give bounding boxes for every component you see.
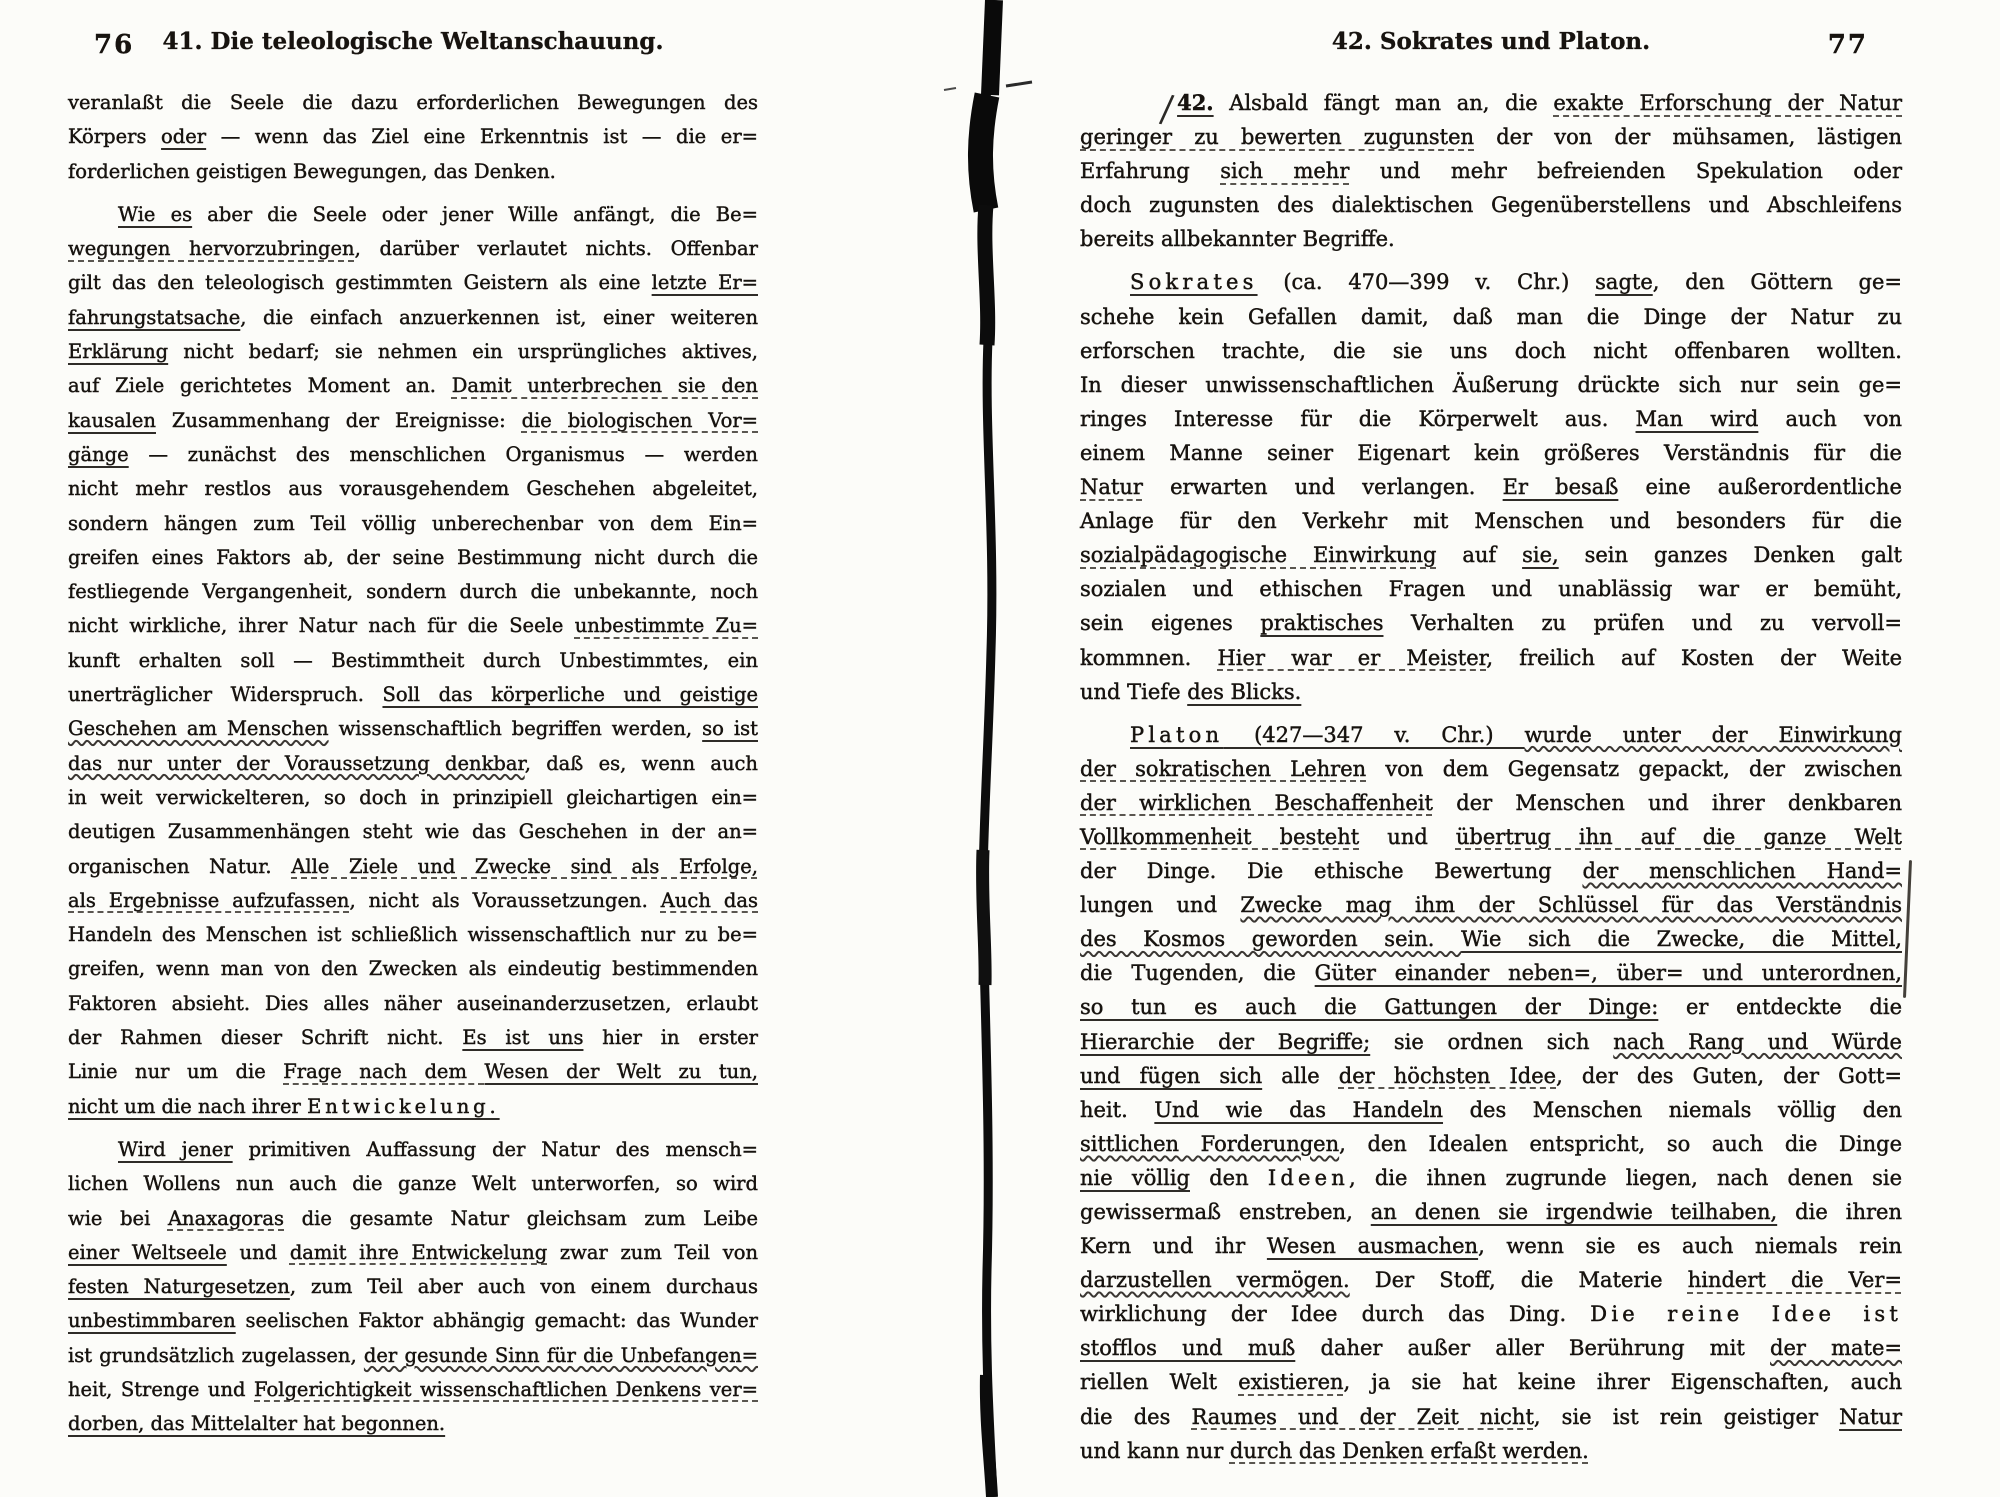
text-segment: von dem Gegensatz gepackt, der zwischen: [1366, 756, 1902, 781]
text-line: [68, 404, 758, 438]
text-segment: stofflos und muß: [1080, 1336, 1296, 1361]
text-line: [1080, 1093, 1902, 1127]
text-segment: erforschen trachte, die sie uns doch nicht offenbaren wollten.: [1080, 338, 1902, 363]
text-segment: , darüber verlautet nichts. Offenbar: [354, 237, 758, 261]
text-segment: der von der mühsamen, lästigen: [1474, 125, 1902, 150]
text-line: [1080, 188, 1902, 222]
text-segment: , den Göttern ge=: [1652, 270, 1902, 295]
text-segment: wissenschaftlich begriffen werden,: [328, 717, 703, 741]
paragraph: [1080, 86, 1902, 256]
text-segment: nicht bedarf; sie nehmen ein ursprüngliches aktives,: [168, 340, 758, 364]
text-segment: Soll das körperliche und geistige: [382, 683, 758, 707]
text-segment: zwar zum Teil von: [547, 1240, 759, 1264]
text-segment: ist grundsätzlich zugelassen,: [68, 1343, 364, 1367]
text-segment: Er besaß: [1502, 475, 1619, 500]
text-segment: Linie nur um die: [68, 1060, 284, 1084]
text-line: [1080, 538, 1902, 572]
text-segment: aber die Seele oder jener Wille anfängt, die Be=: [192, 202, 758, 226]
text-segment: lichen Wollens nun auch die ganze Welt unterworfen, so wird: [68, 1172, 758, 1196]
text-segment: , die ihnen zugrunde liegen, nach denen sie: [1348, 1165, 1903, 1190]
text-segment: , freilich auf Kosten der Weite: [1486, 645, 1902, 670]
text-line: [1080, 641, 1902, 675]
text-segment: er entdeckte die: [1658, 995, 1903, 1020]
text-segment: des Kosmos geworden sein.: [1080, 927, 1462, 952]
text-line: [68, 1270, 758, 1304]
text-line: [68, 301, 758, 335]
text-segment: unerträglicher Widerspruch.: [68, 683, 383, 707]
text-line: [68, 609, 758, 643]
text-segment: der sokratischen Lehren: [1080, 756, 1367, 781]
text-segment: Raumes und der Zeit nicht: [1191, 1404, 1534, 1429]
text-segment: In dieser unwissenschaftlichen Äußerung drückte sich nur sein ge=: [1080, 372, 1902, 397]
text-segment: gewissermaß enstreben,: [1080, 1200, 1371, 1224]
text-segment: primitiven Auffassung der Natur des mensch=: [232, 1137, 758, 1161]
text-segment: einer Weltseele: [68, 1240, 227, 1264]
text-segment: geringer zu bewerten zugunsten: [1080, 125, 1475, 150]
text-segment: so tun es auch die Gattungen der Dinge:: [1080, 995, 1659, 1020]
text-segment: Es ist uns: [462, 1026, 584, 1050]
text-line: [1080, 820, 1902, 854]
text-segment: — zunächst des menschlichen Organismus — werden: [128, 442, 758, 466]
text-segment: der Rahmen dieser Schrift nicht.: [68, 1026, 463, 1050]
text-segment: wegungen hervorzubringen: [68, 237, 355, 261]
text-segment: Wesen der Welt zu tun,: [484, 1060, 758, 1084]
text-segment: , den Idealen entspricht, so auch die Dinge: [1339, 1131, 1902, 1156]
text-segment: , wenn sie es auch niemals rein: [1478, 1234, 1902, 1259]
text-segment: Zwecke mag ihm der Schlüssel für das Verständnis: [1240, 893, 1902, 918]
text-line: [1080, 606, 1902, 640]
text-line: [68, 1133, 758, 1167]
text-line: [68, 1202, 758, 1236]
text-segment: , daß es, wenn auch: [524, 751, 758, 775]
text-line: [68, 86, 758, 120]
text-segment: der wirklichen Beschaffenheit: [1080, 790, 1433, 815]
text-segment: sondern hängen zum Teil völlig unberechenbar von dem Ein=: [68, 511, 758, 535]
text-segment: des Blicks.: [1187, 679, 1302, 704]
text-line: [68, 644, 758, 678]
text-segment: Körpers: [68, 125, 162, 149]
paragraph: [68, 86, 758, 189]
text-segment: sittlichen Forderungen: [1080, 1131, 1340, 1156]
text-line: [1080, 718, 1902, 752]
text-segment: kausalen: [68, 408, 156, 432]
text-segment: Sokrates: [1130, 270, 1258, 295]
text-segment: der gesunde Sinn für die Unbefangen=: [363, 1343, 758, 1367]
text-line: [68, 815, 758, 849]
text-segment: nicht um die nach ihrer: [68, 1094, 308, 1118]
text-segment: greifen eines Faktors ab, der seine Bestimmung nicht durch die: [68, 545, 758, 569]
text-segment: 42.: [1177, 90, 1214, 115]
text-segment: sein eigenes: [1080, 611, 1261, 636]
text-segment: einem Manne seiner Eigenart kein größeres Verständnis für die: [1080, 440, 1902, 465]
right-page-text: [1080, 86, 1902, 1468]
text-segment: unbestimmte Zu=: [574, 614, 759, 638]
text-segment: Platon: [1130, 722, 1224, 747]
text-segment: Verhalten zu prüfen und zu vervoll=: [1383, 611, 1902, 636]
text-segment: nach Rang und Würde: [1613, 1029, 1902, 1054]
text-segment: der mate=: [1770, 1336, 1903, 1361]
text-segment: Die reine Idee ist: [1590, 1302, 1902, 1327]
text-segment: riellen Welt: [1080, 1370, 1239, 1395]
text-segment: festliegende Vergangenheit, sondern durch die unbekannte, noch: [68, 580, 758, 604]
text-segment: hier in erster: [583, 1026, 758, 1050]
text-line: [68, 1090, 758, 1124]
text-line: [1080, 334, 1902, 368]
text-segment: (ca. 470—399 v. Chr.): [1257, 270, 1596, 295]
text-segment: gänge: [68, 442, 129, 466]
text-line: [1080, 470, 1902, 504]
text-line: [1080, 1161, 1902, 1195]
text-segment: das nur unter der Voraussetzung denkbar: [68, 751, 525, 775]
text-line: [68, 335, 758, 369]
paragraph: [68, 1133, 758, 1442]
text-segment: Frage nach dem: [283, 1060, 485, 1084]
text-line: [1080, 154, 1902, 188]
text-line: [68, 507, 758, 541]
text-segment: Zusammenhang der Ereignisse:: [155, 408, 522, 432]
text-segment: , sie ist rein geistiger: [1533, 1404, 1840, 1429]
text-segment: fahrungstatsache: [68, 305, 241, 329]
text-segment: praktisches: [1260, 611, 1384, 636]
text-line: [1080, 956, 1902, 990]
text-segment: dorben, das Mittelalter hat begonnen.: [68, 1412, 446, 1436]
text-segment: seelischen Faktor abhängig gemacht: das Wunder: [235, 1309, 758, 1333]
left-page: [68, 28, 758, 1442]
text-segment: der Dinge. Die ethische Bewertung: [1080, 859, 1583, 884]
text-segment: Wie sich die Zwecke, die Mittel,: [1461, 927, 1902, 952]
text-segment: bereits allbekannter Begriffe.: [1080, 227, 1395, 252]
text-segment: nicht wirkliche, ihrer Natur nach für die Seele: [68, 614, 575, 638]
text-segment: lungen und: [1080, 893, 1241, 918]
text-segment: daher außer aller Berührung mit: [1295, 1336, 1770, 1361]
text-segment: wurde unter der Einwirkung: [1524, 722, 1902, 747]
text-segment: Auch das: [660, 888, 759, 912]
text-line: [1080, 1127, 1902, 1161]
text-line: [1080, 786, 1902, 820]
text-line: [68, 120, 758, 154]
left-page-header: [68, 28, 758, 86]
text-segment: Erfahrung: [1080, 159, 1221, 184]
text-segment: Entwickelung.: [307, 1094, 500, 1118]
text-line: [1080, 854, 1902, 888]
text-segment: so ist: [702, 717, 758, 741]
text-segment: der höchsten Idee: [1338, 1063, 1557, 1088]
text-line: [68, 266, 758, 300]
text-line: [68, 678, 758, 712]
right-page-header: [1080, 28, 1902, 86]
text-line: [68, 369, 758, 403]
text-segment: Handeln des Menschen ist schließlich wissenschaftlich nur zu be=: [68, 923, 758, 947]
text-segment: sozialpädagogische Einwirkung: [1080, 543, 1437, 568]
text-line: [1080, 990, 1902, 1024]
text-segment: Hierarchie der Begriffe;: [1080, 1029, 1371, 1054]
text-segment: Hier war er Meister: [1217, 645, 1487, 670]
text-segment: forderlichen geistigen Bewegungen, das Denken.: [68, 159, 556, 183]
text-line: [1080, 1229, 1902, 1263]
text-line: [1080, 1059, 1902, 1093]
running-head: 41. Die teleologische Weltanschauung.: [162, 28, 664, 55]
text-line: [68, 438, 758, 472]
text-line: [68, 1236, 758, 1270]
text-line: [68, 1055, 758, 1089]
text-line: [1080, 1365, 1902, 1399]
text-segment: Anlage für den Verkehr mit Menschen und besonders für die: [1080, 509, 1902, 534]
text-segment: Anaxagoras: [167, 1206, 285, 1230]
text-segment: heit.: [1080, 1097, 1155, 1122]
text-line: [1080, 1400, 1902, 1434]
text-line: [1080, 402, 1902, 436]
text-segment: an denen sie irgendwie teilhaben,: [1370, 1200, 1778, 1224]
text-line: [68, 952, 758, 986]
text-segment: , ja sie hat keine ihrer Eigenschaften, auch: [1343, 1370, 1903, 1395]
text-line: [1080, 222, 1902, 256]
text-line: [1080, 888, 1902, 922]
text-line: [1080, 1331, 1902, 1365]
text-line: [68, 1167, 758, 1201]
text-segment: heit, Strenge und: [68, 1377, 254, 1401]
text-segment: die des: [1080, 1404, 1192, 1429]
text-line: [1080, 922, 1902, 956]
left-page-text: [68, 86, 758, 1442]
text-segment: und mehr befreienden Spekulation oder: [1349, 159, 1902, 184]
page-number: 77: [1827, 30, 1868, 60]
paragraph: [1080, 718, 1902, 1468]
text-segment: Wird jener: [118, 1137, 233, 1161]
text-segment: ringes Interesse für die Körperwelt aus.: [1080, 406, 1636, 431]
text-line: [68, 541, 758, 575]
text-line: [68, 918, 758, 952]
text-segment: den: [1190, 1165, 1268, 1190]
text-segment: , der des Guten, der Gott=: [1556, 1063, 1902, 1088]
text-segment: durch das Denken erfaßt werden.: [1229, 1438, 1589, 1463]
text-line: [68, 987, 758, 1021]
text-segment: Kern und ihr: [1080, 1234, 1267, 1259]
text-line: [68, 1304, 758, 1338]
text-line: [1080, 265, 1902, 299]
text-line: [68, 232, 758, 266]
text-segment: übertrug ihn auf die ganze Welt: [1455, 824, 1902, 849]
text-segment: in weit verwickelteren, so doch in prinzipiell gleichartigen ein=: [68, 785, 758, 809]
text-segment: sie ordnen sich: [1370, 1029, 1614, 1054]
text-line: [68, 712, 758, 746]
text-line: [68, 198, 758, 232]
text-line: [68, 575, 758, 609]
margin-pencil-line: [1903, 860, 1912, 998]
text-segment: nicht mehr restlos aus vorausgehendem Geschehen abgeleitet,: [68, 477, 758, 501]
text-segment: schehe kein Gefallen damit, daß man die Dinge der Natur zu: [1080, 304, 1902, 329]
text-segment: hindert die Ver=: [1687, 1268, 1902, 1293]
text-segment: Güter einander neben=, über= und unterordnen,: [1314, 961, 1902, 986]
text-segment: Ideen: [1267, 1165, 1349, 1190]
text-segment: und Tiefe: [1080, 679, 1188, 704]
text-segment: eine außerordentliche: [1618, 475, 1902, 500]
text-line: [68, 1339, 758, 1373]
text-segment: Der Stoff, die Materie: [1349, 1268, 1688, 1293]
text-line: [1080, 1434, 1902, 1468]
text-segment: sein ganzes Denken galt: [1558, 543, 1902, 568]
text-segment: unbestimmbaren: [68, 1309, 236, 1333]
text-segment: Alle Ziele und Zwecke sind als Erfolge,: [291, 854, 758, 878]
text-segment: alle: [1262, 1063, 1339, 1088]
text-segment: Wesen ausmachen: [1266, 1234, 1479, 1259]
text-segment: die biologischen Vor=: [521, 408, 759, 432]
text-segment: Man wird: [1635, 406, 1759, 431]
text-segment: existieren: [1238, 1370, 1344, 1395]
text-segment: greifen, wenn man von den Zwecken als eindeutig bestimmenden: [68, 957, 758, 981]
text-segment: exakte Erforschung der Natur: [1553, 91, 1903, 115]
text-segment: Vollkommenheit besteht: [1080, 824, 1360, 849]
text-segment: kunft erhalten soll — Bestimmtheit durch Unbestimmtes, ein: [68, 648, 758, 672]
text-line: [1080, 1025, 1902, 1059]
text-line: [1080, 675, 1902, 709]
text-segment: letzte Er=: [651, 271, 758, 295]
text-segment: die ihren: [1777, 1200, 1902, 1224]
text-segment: damit ihre Entwickelung: [289, 1240, 548, 1264]
running-head: 42. Sokrates und Platon.: [1331, 28, 1651, 55]
text-line: [68, 1407, 758, 1441]
text-line: [68, 884, 758, 918]
text-segment: sagte: [1595, 270, 1653, 295]
text-segment: und: [226, 1240, 290, 1264]
text-segment: und fügen sich: [1080, 1063, 1263, 1088]
text-segment: Faktoren absieht. Dies alles näher auseinanderzusetzen, erlaubt: [68, 991, 758, 1015]
text-line: [68, 747, 758, 781]
text-line: [68, 850, 758, 884]
text-segment: , zum Teil aber auch von einem durchaus: [289, 1275, 758, 1299]
text-line: [68, 472, 758, 506]
text-segment: der menschlichen Hand=: [1582, 859, 1902, 884]
text-segment: Und wie das Handeln: [1154, 1097, 1444, 1122]
paragraph: [1080, 265, 1902, 708]
text-segment: oder: [161, 125, 207, 149]
text-segment: erwarten und verlangen.: [1142, 475, 1503, 500]
pencil-tick-mark: /: [1158, 88, 1176, 130]
text-segment: Natur: [1839, 1404, 1902, 1429]
text-segment: festen Naturgesetzen: [68, 1275, 290, 1299]
text-line: [68, 1021, 758, 1055]
text-segment: gilt das den teleologisch gestimmten Geistern als eine: [68, 271, 652, 295]
text-line: [1080, 300, 1902, 334]
text-segment: Geschehen am Menschen: [68, 717, 329, 741]
text-segment: Erklärung: [68, 340, 169, 364]
text-segment: auf Ziele gerichtetes Moment an.: [68, 374, 452, 398]
text-line: [68, 781, 758, 815]
text-segment: nie völlig: [1080, 1165, 1190, 1190]
text-segment: (427—347 v. Chr.): [1223, 722, 1525, 747]
text-segment: Natur: [1080, 475, 1143, 500]
right-page: [1080, 28, 1902, 1468]
text-segment: und: [1359, 824, 1456, 849]
page-number: 76: [94, 30, 135, 60]
text-line: [1080, 572, 1902, 606]
text-segment: und kann nur: [1080, 1438, 1230, 1463]
text-segment: die Tugenden, die: [1080, 961, 1315, 986]
text-segment: der Menschen und ihrer denkbaren: [1432, 790, 1902, 815]
text-segment: , nicht als Voraussetzungen.: [349, 888, 661, 912]
text-line: [1080, 368, 1902, 402]
text-segment: des Menschen niemals völlig den: [1443, 1097, 1902, 1122]
text-segment: veranlaßt die Seele die dazu erforderlichen Bewegungen des: [68, 91, 758, 114]
text-line: [1080, 504, 1902, 538]
text-segment: organischen Natur.: [68, 854, 292, 878]
text-segment: Wie es: [118, 202, 193, 226]
text-segment: Alsbald fängt man an, die: [1213, 91, 1554, 115]
text-line: [1080, 1195, 1902, 1229]
text-line: [68, 155, 758, 189]
text-segment: sozialen und ethischen Fragen und unablässig war er bemüht,: [1080, 577, 1902, 602]
text-segment: wirklichung der Idee durch das Ding.: [1080, 1302, 1591, 1327]
text-segment: auf: [1436, 543, 1523, 568]
text-line: [1080, 436, 1902, 470]
text-segment: , die einfach anzuerkennen ist, einer weiteren: [240, 305, 758, 329]
text-segment: doch zugunsten des dialektischen Gegenüberstellens und Abschleifens: [1080, 193, 1902, 218]
paragraph: [68, 198, 758, 1124]
text-segment: sie,: [1522, 543, 1559, 568]
text-segment: wie bei: [68, 1206, 168, 1230]
text-line: [1080, 1263, 1902, 1297]
text-line: [68, 1373, 758, 1407]
text-segment: auch von: [1758, 406, 1902, 431]
text-segment: Damit unterbrechen sie den: [451, 374, 758, 398]
text-segment: — wenn das Ziel eine Erkenntnis ist — die er=: [206, 125, 759, 149]
text-segment: deutigen Zusammenhängen steht wie das Geschehen in der an=: [68, 820, 758, 844]
text-segment: als Ergebnisse aufzufassen: [68, 888, 350, 912]
text-line: [1080, 752, 1902, 786]
text-segment: sich mehr: [1220, 159, 1350, 184]
text-line: [1080, 120, 1902, 154]
text-line: [1080, 86, 1903, 130]
text-line: [1080, 1297, 1902, 1331]
text-segment: die gesamte Natur gleichsam zum Leibe: [284, 1206, 758, 1230]
text-segment: Folgerichtigkeit wissenschaftlichen Denkens ver=: [254, 1377, 758, 1401]
text-segment: darzustellen vermögen.: [1080, 1268, 1350, 1293]
text-segment: kommnen.: [1080, 645, 1218, 670]
